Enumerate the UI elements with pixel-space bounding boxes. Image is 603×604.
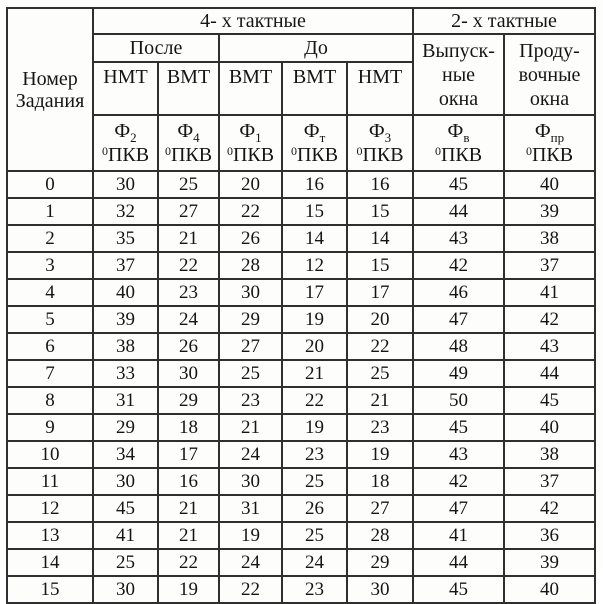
table-row [7, 225, 595, 252]
col-header-exhaust-windows [413, 34, 504, 115]
value-cell: 42 [504, 495, 595, 522]
value-cell: 31 [219, 495, 282, 522]
task-number-cell: 3 [7, 252, 93, 279]
table-row [7, 549, 595, 576]
value-cell: 38 [93, 333, 158, 360]
header-row-phi-symbols [7, 115, 595, 171]
value-cell: 24 [219, 441, 282, 468]
scavenge-windows-line1: Проду- [519, 39, 580, 62]
value-cell: 17 [158, 441, 219, 468]
value-cell: 45 [413, 576, 504, 603]
subgroup-header-before: До [219, 34, 413, 62]
value-cell: 45 [413, 414, 504, 441]
value-cell: 25 [347, 360, 413, 387]
value-cell: 16 [347, 171, 413, 198]
value-cell: 25 [282, 468, 347, 495]
task-number-cell: 12 [7, 495, 93, 522]
col-header-scavenge-windows [504, 34, 595, 115]
subgroup-header-after: После [93, 34, 219, 62]
col-header-phi-2: $Ф_2$ $^0$ПКВ [93, 115, 158, 171]
value-cell: 29 [347, 549, 413, 576]
value-cell: 16 [158, 468, 219, 495]
value-cell: 19 [282, 414, 347, 441]
exhaust-windows-line3: окна [438, 87, 479, 110]
value-cell: 25 [282, 522, 347, 549]
value-cell: 19 [282, 306, 347, 333]
scavenge-windows-line3: окна [529, 87, 570, 110]
task-number-cell: 6 [7, 333, 93, 360]
col-header-dead-center-5: НМТ [347, 62, 413, 115]
value-cell: 30 [93, 468, 158, 495]
value-cell: 32 [93, 198, 158, 225]
value-cell: 22 [219, 198, 282, 225]
value-cell: 23 [282, 441, 347, 468]
col-header-dead-center-1: НМТ [93, 62, 158, 115]
value-cell: 41 [93, 522, 158, 549]
task-number-label-line2: Задания [15, 89, 85, 112]
value-cell: 35 [93, 225, 158, 252]
task-number-cell: 4 [7, 279, 93, 306]
value-cell: 43 [413, 441, 504, 468]
task-number-cell: 15 [7, 576, 93, 603]
value-cell: 16 [282, 171, 347, 198]
value-cell: 39 [93, 306, 158, 333]
value-cell: 29 [158, 387, 219, 414]
value-cell: 23 [219, 387, 282, 414]
value-cell: 40 [93, 279, 158, 306]
col-header-phi-1: $Ф_1$ $^0$ПКВ [219, 115, 282, 171]
value-cell: 27 [347, 495, 413, 522]
value-cell: 14 [282, 225, 347, 252]
table-row [7, 360, 595, 387]
col-header-task-number [7, 8, 93, 171]
value-cell: 30 [219, 468, 282, 495]
value-cell: 22 [219, 576, 282, 603]
value-cell: 39 [504, 549, 595, 576]
value-cell: 34 [93, 441, 158, 468]
value-cell: 45 [93, 495, 158, 522]
value-cell: 43 [504, 333, 595, 360]
value-cell: 15 [347, 198, 413, 225]
value-cell: 31 [93, 387, 158, 414]
value-cell: 21 [158, 225, 219, 252]
value-cell: 30 [158, 360, 219, 387]
value-cell: 43 [413, 225, 504, 252]
value-cell: 39 [504, 198, 595, 225]
exhaust-windows-line1: Выпуск- [422, 39, 495, 62]
value-cell: 20 [219, 171, 282, 198]
value-cell: 25 [93, 549, 158, 576]
value-cell: 29 [219, 306, 282, 333]
value-cell: 15 [347, 252, 413, 279]
value-cell: 20 [347, 306, 413, 333]
col-header-phi-4: $Ф_4$ $^0$ПКВ [158, 115, 219, 171]
value-cell: 37 [93, 252, 158, 279]
task-number-cell: 8 [7, 387, 93, 414]
task-number-cell: 14 [7, 549, 93, 576]
value-cell: 14 [347, 225, 413, 252]
value-cell: 17 [347, 279, 413, 306]
table-row [7, 171, 595, 198]
table-row [7, 495, 595, 522]
table-row [7, 522, 595, 549]
value-cell: 28 [347, 522, 413, 549]
task-number-cell: 1 [7, 198, 93, 225]
value-cell: 45 [504, 387, 595, 414]
value-cell: 26 [219, 225, 282, 252]
value-cell: 21 [219, 414, 282, 441]
value-cell: 44 [413, 549, 504, 576]
value-cell: 37 [504, 252, 595, 279]
value-cell: 47 [413, 306, 504, 333]
value-cell: 22 [347, 333, 413, 360]
value-cell: 12 [282, 252, 347, 279]
value-cell: 23 [158, 279, 219, 306]
task-number-cell: 7 [7, 360, 93, 387]
value-cell: 42 [504, 306, 595, 333]
value-cell: 46 [413, 279, 504, 306]
value-cell: 30 [93, 576, 158, 603]
table-row [7, 387, 595, 414]
table-row [7, 306, 595, 333]
value-cell: 40 [504, 576, 595, 603]
task-number-cell: 10 [7, 441, 93, 468]
value-cell: 22 [158, 252, 219, 279]
value-cell: 28 [219, 252, 282, 279]
value-cell: 41 [413, 522, 504, 549]
value-cell: 44 [413, 198, 504, 225]
task-number-cell: 0 [7, 171, 93, 198]
value-cell: 26 [282, 495, 347, 522]
value-cell: 25 [158, 171, 219, 198]
group-header-four-stroke: 4- х тактные [93, 8, 413, 34]
task-number-cell: 11 [7, 468, 93, 495]
header-row-phases [7, 34, 595, 62]
value-cell: 19 [158, 576, 219, 603]
value-cell: 27 [158, 198, 219, 225]
col-header-phi-t: $Ф_т$ $^0$ПКВ [282, 115, 347, 171]
task-number-label-line1: Номер [22, 67, 78, 90]
value-cell: 26 [158, 333, 219, 360]
value-cell: 45 [413, 171, 504, 198]
value-cell: 24 [282, 549, 347, 576]
task-number-cell: 2 [7, 225, 93, 252]
value-cell: 36 [504, 522, 595, 549]
value-cell: 44 [504, 360, 595, 387]
value-cell: 48 [413, 333, 504, 360]
valve-timing-table [6, 7, 596, 604]
header-row-groups [7, 8, 595, 34]
col-header-phi-pr: $Ф_{пр}$ $^0$ПКВ [504, 115, 595, 171]
table-row [7, 252, 595, 279]
value-cell: 47 [413, 495, 504, 522]
table-row [7, 468, 595, 495]
value-cell: 23 [347, 414, 413, 441]
task-number-cell: 13 [7, 522, 93, 549]
value-cell: 40 [504, 414, 595, 441]
value-cell: 40 [504, 171, 595, 198]
value-cell: 15 [282, 198, 347, 225]
col-header-dead-center-2: ВМТ [158, 62, 219, 115]
value-cell: 30 [93, 171, 158, 198]
table-row [7, 198, 595, 225]
value-cell: 29 [93, 414, 158, 441]
value-cell: 50 [413, 387, 504, 414]
value-cell: 27 [219, 333, 282, 360]
value-cell: 41 [504, 279, 595, 306]
value-cell: 22 [282, 387, 347, 414]
col-header-dead-center-4: ВМТ [282, 62, 347, 115]
value-cell: 20 [282, 333, 347, 360]
value-cell: 24 [219, 549, 282, 576]
task-number-cell: 5 [7, 306, 93, 333]
table-row [7, 279, 595, 306]
value-cell: 33 [93, 360, 158, 387]
value-cell: 21 [158, 495, 219, 522]
value-cell: 24 [158, 306, 219, 333]
value-cell: 19 [219, 522, 282, 549]
col-header-phi-3: $Ф_3$ $^0$ПКВ [347, 115, 413, 171]
value-cell: 42 [413, 252, 504, 279]
value-cell: 21 [158, 522, 219, 549]
table-row [7, 441, 595, 468]
value-cell: 23 [282, 576, 347, 603]
exhaust-windows-line2: ные [441, 63, 476, 86]
value-cell: 38 [504, 225, 595, 252]
value-cell: 42 [413, 468, 504, 495]
value-cell: 17 [282, 279, 347, 306]
table-body [7, 171, 595, 603]
value-cell: 18 [347, 468, 413, 495]
value-cell: 21 [347, 387, 413, 414]
table-row [7, 576, 595, 603]
value-cell: 18 [158, 414, 219, 441]
table-row [7, 333, 595, 360]
scavenge-windows-line2: вочные [518, 63, 581, 86]
value-cell: 30 [219, 279, 282, 306]
value-cell: 38 [504, 441, 595, 468]
group-header-two-stroke: 2- х тактные [413, 8, 595, 34]
value-cell: 25 [219, 360, 282, 387]
col-header-dead-center-3: ВМТ [219, 62, 282, 115]
task-number-cell: 9 [7, 414, 93, 441]
col-header-phi-v: $Ф_в$ $^0$ПКВ [413, 115, 504, 171]
value-cell: 30 [347, 576, 413, 603]
value-cell: 37 [504, 468, 595, 495]
value-cell: 22 [158, 549, 219, 576]
value-cell: 21 [282, 360, 347, 387]
value-cell: 49 [413, 360, 504, 387]
table-row [7, 414, 595, 441]
value-cell: 19 [347, 441, 413, 468]
